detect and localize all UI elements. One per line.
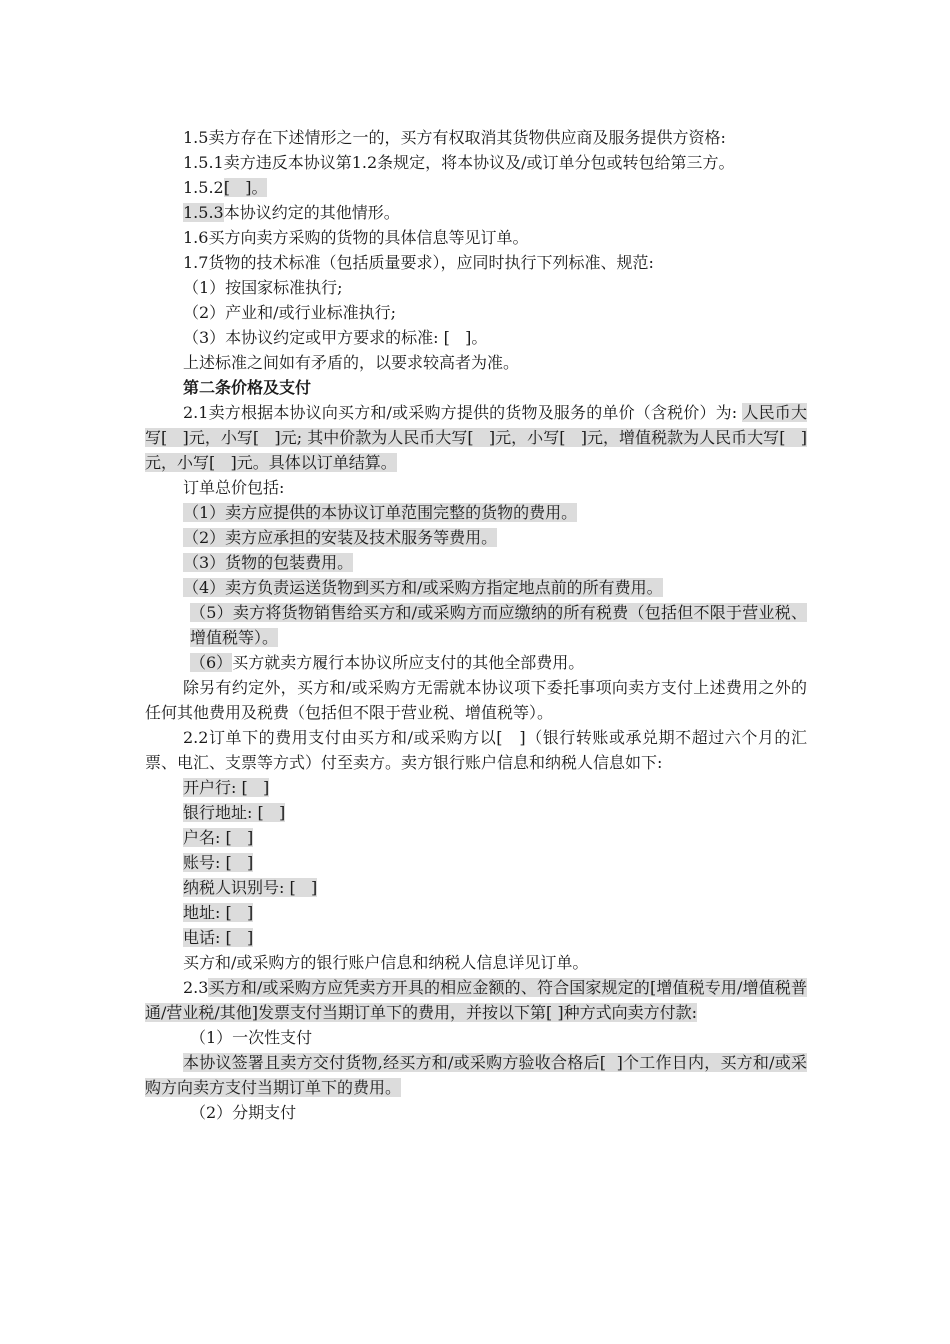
clause-1-6: 1.6买方向卖方采购的货物的具体信息等见订单。: [183, 228, 529, 247]
highlight-invoice: 买方和/或采购方应凭卖方开具的相应金额的、符合国家规定的[增值税专用/增值税普通/营业税/其他]发票支付当期订单下的费用，并按以下第[ ]种方式向卖方付款:: [145, 978, 807, 1022]
highlight-blank: [ ]。: [223, 178, 268, 197]
bank-info-bank-address: 银行地址: [ ]: [183, 803, 286, 822]
bank-info-account-number: 账号: [ ]: [183, 853, 254, 872]
standard-item-3: （3）本协议约定或甲方要求的标准: [ ]。: [183, 328, 488, 347]
order-total-item-6: （6）买方就卖方履行本协议所应支付的其他全部费用。: [190, 653, 585, 672]
highlight-number: 1.5.3: [183, 203, 224, 222]
bank-info-taxpayer-id: 纳税人识别号: [ ]: [183, 878, 318, 897]
payment-method-1-detail: 本协议签署且卖方交付货物,经买方和/或采购方验收合格后[ ]个工作日内，买方和/或采购方向卖方支付当期订单下的费用。: [145, 1053, 807, 1097]
bank-info-phone: 电话: [ ]: [183, 928, 254, 947]
bank-info-account-name: 户名: [ ]: [183, 828, 254, 847]
clause-1-5: 1.5卖方存在下述情形之一的，买方有权取消其货物供应商及服务提供方资格:: [183, 128, 726, 147]
order-total-intro: 订单总价包括:: [183, 478, 285, 497]
standard-note: 上述标准之间如有矛盾的，以要求较高者为准。: [183, 353, 520, 372]
clause-2-2: 2.2订单下的费用支付由买方和/或采购方以[ ]（银行转账或承兑期不超过六个月的汇票、电汇、支票等方式）付至卖方。卖方银行账户信息和纳税人信息如下:: [145, 728, 807, 772]
clause-1-5-3: 1.5.3本协议约定的其他情形。: [183, 203, 400, 222]
order-total-item-5: （5）卖方将货物销售给买方和/或采购方而应缴纳的所有税费（包括但不限于营业税、增值税等）。: [190, 603, 807, 647]
standard-item-2: （2）产业和/或行业标准执行;: [183, 303, 396, 322]
order-total-item-4: （4）卖方负责运送货物到买方和/或采购方指定地点前的所有费用。: [183, 578, 663, 597]
highlight-price: 人民币大写[ ]元，小写[ ]元; 其中价款为人民币大写[ ]元，小写[ ]元，增值税款为人民币大写[ ]元，小写[ ]元。具体以订单结算。: [145, 403, 807, 472]
order-total-item-1: （1）卖方应提供的本协议订单范围完整的货物的费用。: [183, 503, 578, 522]
bank-info-address: 地址: [ ]: [183, 903, 254, 922]
clause-2-1: 2.1卖方根据本协议向买方和/或采购方提供的货物及服务的单价（含税价）为: 人民币大写[ ]元，小写[ ]元; 其中价款为人民币大写[ ]元，小写[ ]元，增值税款为人民币大写[ ]元，小写[ ]元。具体以订单结算。: [145, 403, 807, 472]
order-total-item-3: （3）货物的包装费用。: [183, 553, 354, 572]
payment-method-1: （1）一次性支付: [190, 1028, 313, 1047]
bank-info-opening-bank: 开户行: [ ]: [183, 778, 270, 797]
clause-2-3: 2.3买方和/或采购方应凭卖方开具的相应金额的、符合国家规定的[增值税专用/增值税普通/营业税/其他]发票支付当期订单下的费用，并按以下第[ ]种方式向卖方付款:: [145, 978, 807, 1022]
section-heading-2: 第二条价格及支付: [183, 378, 312, 397]
clause-1-5-1: 1.5.1卖方违反本协议第1.2条规定，将本协议及/或订单分包或转包给第三方。: [183, 153, 735, 172]
order-total-item-2: （2）卖方应承担的安装及技术服务等费用。: [183, 528, 498, 547]
buyer-bank-note: 买方和/或采购方的银行账户信息和纳税人信息详见订单。: [183, 953, 589, 972]
document-page: [145, 125, 807, 1125]
clause-1-5-2: 1.5.2[ ]。: [183, 178, 268, 197]
payment-method-2: （2）分期支付: [190, 1103, 297, 1122]
extra-fee-note: 除另有约定外，买方和/或采购方无需就本协议项下委托事项向卖方支付上述费用之外的任何其他费用及税费（包括但不限于营业税、增值税等）。: [145, 678, 807, 722]
standard-item-1: （1）按国家标准执行;: [183, 278, 343, 297]
clause-1-7: 1.7货物的技术标准（包括质量要求），应同时执行下列标准、规范:: [183, 253, 654, 272]
